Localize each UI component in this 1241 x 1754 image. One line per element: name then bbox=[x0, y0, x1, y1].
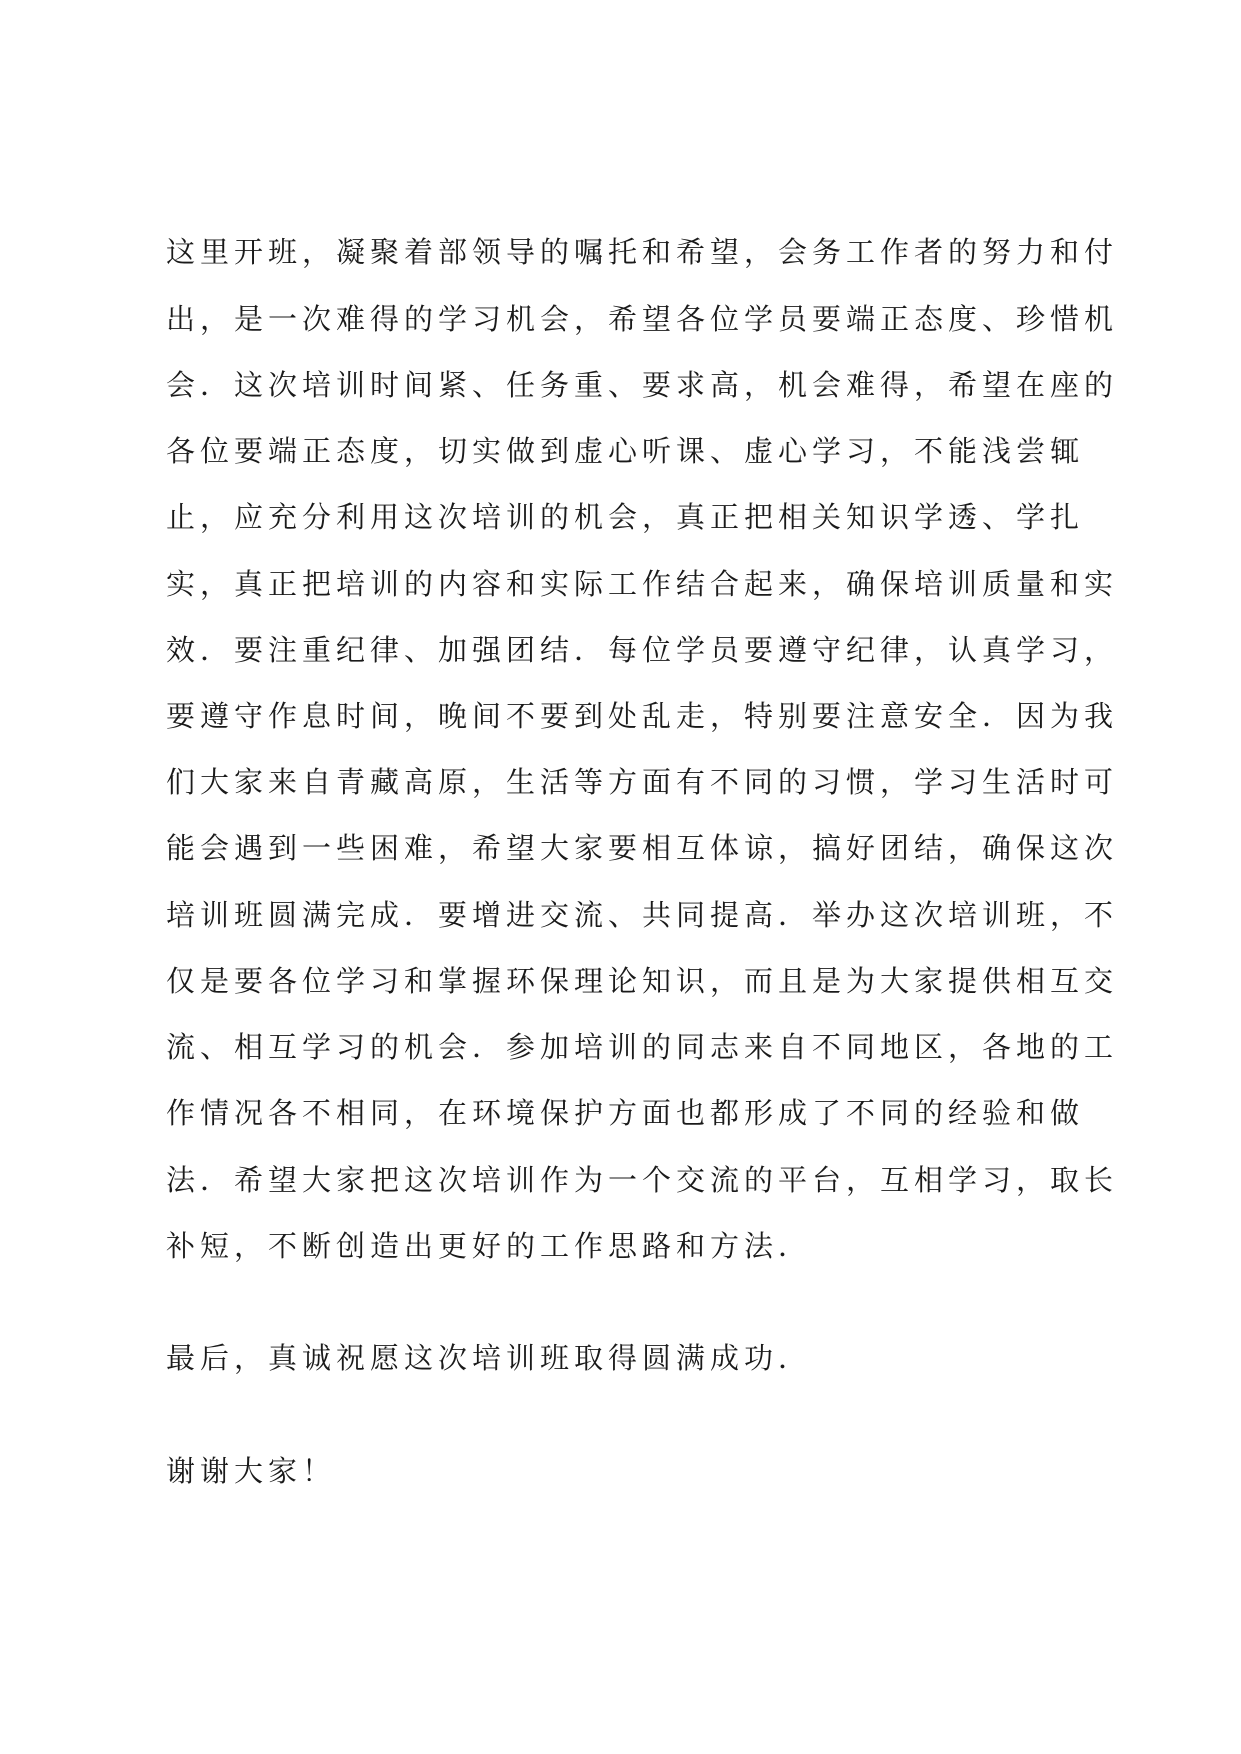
body-line-3: 会．这次培训时间紧、任务重、要求高，机会难得，希望在座的 bbox=[166, 368, 1119, 402]
closing-paragraph: 最后，真诚祝愿这次培训班取得圆满成功． bbox=[166, 1341, 813, 1375]
body-line-8: 要遵守作息时间，晚间不要到处乱走，特别要注意安全．因为我 bbox=[166, 699, 1119, 733]
body-line-2: 出，是一次难得的学习机会，希望各位学员要端正态度、珍惜机 bbox=[166, 302, 1119, 336]
body-line-9: 们大家来自青藏高原，生活等方面有不同的习惯，学习生活时可 bbox=[166, 765, 1119, 799]
body-line-1: 这里开班，凝聚着部领导的嘱托和希望，会务工作者的努力和付 bbox=[166, 235, 1119, 269]
thanks-paragraph: 谢谢大家！ bbox=[166, 1454, 337, 1488]
body-line-6: 实，真正把培训的内容和实际工作结合起来，确保培训质量和实 bbox=[166, 567, 1119, 601]
body-line-5: 止，应充分利用这次培训的机会，真正把相关知识学透、学扎 bbox=[166, 500, 1085, 534]
body-line-12: 仅是要各位学习和掌握环保理论知识，而且是为大家提供相互交 bbox=[166, 964, 1119, 998]
body-line-4: 各位要端正态度，切实做到虚心听课、虚心学习，不能浅尝辄 bbox=[166, 434, 1085, 468]
body-line-7: 效．要注重纪律、加强团结．每位学员要遵守纪律，认真学习， bbox=[166, 633, 1119, 667]
body-line-11: 培训班圆满完成．要增进交流、共同提高．举办这次培训班，不 bbox=[166, 898, 1119, 932]
body-line-13: 流、相互学习的机会．参加培训的同志来自不同地区，各地的工 bbox=[166, 1030, 1119, 1064]
body-line-15: 法．希望大家把这次培训作为一个交流的平台，互相学习，取长 bbox=[166, 1163, 1119, 1197]
body-line-16: 补短，不断创造出更好的工作思路和方法． bbox=[166, 1229, 813, 1263]
body-line-10: 能会遇到一些困难，希望大家要相互体谅，搞好团结，确保这次 bbox=[166, 831, 1119, 865]
body-line-14: 作情况各不相同，在环境保护方面也都形成了不同的经验和做 bbox=[166, 1096, 1085, 1130]
